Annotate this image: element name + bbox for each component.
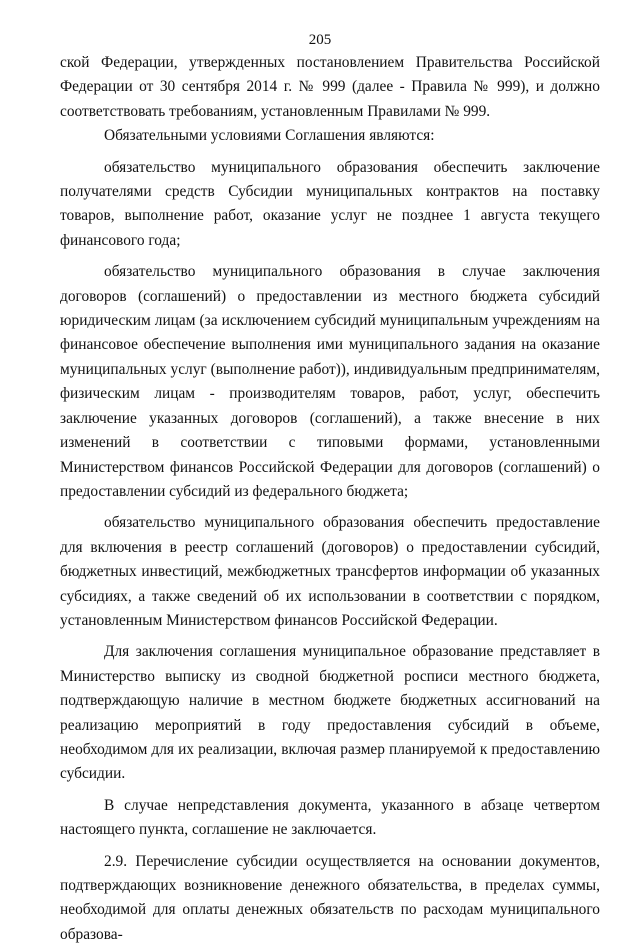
paragraph-obligation-registry: обязательство муниципального образования обеспечить предоставление для включения в реестр соглашений (договоров) о предоставлении субсидий, бюджетных инвестиций, межбюджетных трансфертов информации об указанных субсидиях, а также сведений об их использовании в соответствии с порядком, установленным Министерством финансов Российской Федерации. bbox=[60, 514, 600, 629]
paragraph-obligation-agreements: обязательство муниципального образования в случае заключения договоров (соглашений) о предоставлении из местного бюджета субсидий юридическим лицам (за исключением субсидий муниципальным учреждениям на финансовое обеспечение выполнения ими муниципального задания на оказание муниципальных услуг (выполнение работ)), индивидуальным предпринимателям, физическим лицам - производителям товаров, работ, услуг, обеспечить заключение указанных договоров (соглашений), а также внесение в них изменений в соответствии с типовыми формами, установленными Министерством финансов Российской Федерации для договоров (соглашений) о предоставлении субсидий из федерального бюджета; bbox=[60, 263, 600, 500]
document-body bbox=[60, 51, 600, 947]
page-number: 205 bbox=[308, 32, 332, 48]
paragraph-obligation-contracts: обязательство муниципального образования обеспечить заключение получателями средств Субсидии муниципальных контрактов на поставку товаров, выполнение работ, оказание услуг не позднее 1 августа текущего финансового года; bbox=[60, 158, 600, 249]
paragraph-conditions-heading: Обязательными условиями Соглашения являются: bbox=[104, 127, 435, 145]
paragraph-continuation: ской Федерации, утвержденных постановлением Правительства Российской Федерации от 30 сентября 2014 г. № 999 (далее - Правила № 999), и должно соответствовать требованиям, установленным Правилами № 999. bbox=[60, 54, 600, 120]
paragraph-2-9-transfer: 2.9. Перечисление субсидии осуществляется на основании документов, подтверждающих возникновение денежного обязательства, в пределах суммы, необходимой для оплаты денежных обязательств по расходам муниципального образова- bbox=[60, 852, 600, 943]
paragraph-non-submission: В случае непредставления документа, указанного в абзаце четвертом настоящего пункта, соглашение не заключается. bbox=[60, 796, 600, 839]
paragraph-budget-extract: Для заключения соглашения муниципальное образование представляет в Министерство выписку из сводной бюджетной росписи местного бюджета, подтверждающую наличие в местном бюджете бюджетных ассигнований на реализацию мероприятий в году предоставления субсидий в объеме, необходимом для их реализации, включая размер планируемой к предоставлению субсидии. bbox=[60, 643, 600, 783]
